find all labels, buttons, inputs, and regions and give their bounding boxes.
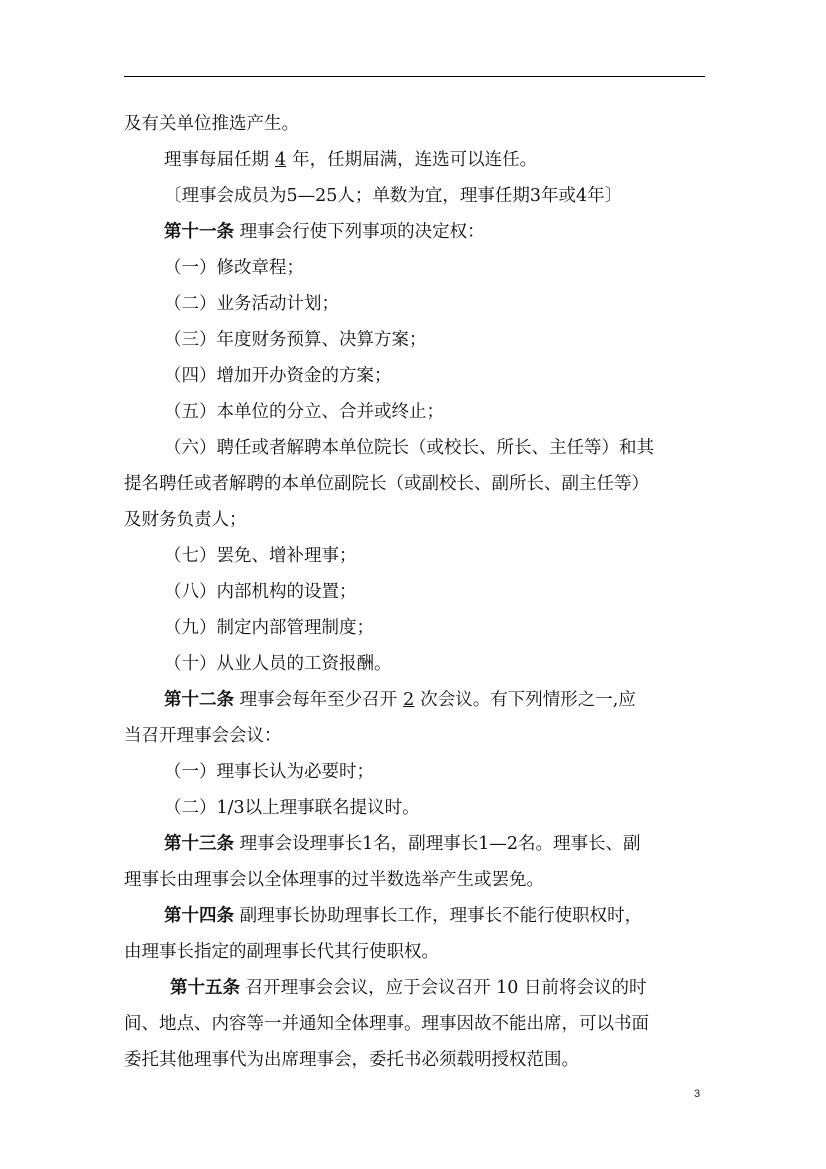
paragraph-continuation: 理事长由理事会以全体理事的过半数选举产生或罢免。 bbox=[124, 870, 544, 890]
article-11-text: 理事会行使下列事项的决定权： bbox=[239, 222, 485, 242]
article-15 bbox=[124, 970, 704, 1006]
list-item: （六）聘任或者解聘本单位院长（或校长、所长、主任等）和其 bbox=[164, 438, 654, 458]
article-14-text: 副理事长协助理事长工作，理事长不能行使职权时， bbox=[239, 906, 643, 926]
list-item-continuation: 提名聘任或者解聘的本单位副院长（或副校长、副所长、副主任等） bbox=[124, 474, 649, 494]
article-14-title: 第十四条 bbox=[164, 906, 234, 926]
list-item: （一）理事长认为必要时； bbox=[164, 762, 374, 782]
article-13 bbox=[124, 826, 704, 862]
term-text-end: 年，任期届满，连选可以连任。 bbox=[292, 150, 538, 170]
header-rule bbox=[124, 76, 705, 77]
term-text: 理事每届任期 bbox=[164, 150, 269, 170]
document-body bbox=[124, 106, 704, 1078]
paragraph-line: 及有关单位推选产生。 bbox=[124, 114, 299, 134]
paragraph-term bbox=[124, 142, 704, 178]
article-12-text-end: 次会议。有下列情形之一,应 bbox=[420, 690, 636, 710]
list-item: （四）增加开办资金的方案； bbox=[164, 366, 392, 386]
list-item-continuation: 及财务负责人； bbox=[124, 510, 247, 530]
page-number: 3 bbox=[694, 1088, 701, 1100]
list-item: （七）罢免、增补理事； bbox=[164, 546, 357, 566]
list-item: （八）内部机构的设置； bbox=[164, 582, 357, 602]
article-12 bbox=[124, 682, 704, 718]
term-years: 4 bbox=[275, 150, 287, 170]
article-12-title: 第十二条 bbox=[164, 690, 234, 710]
list-item: （九）制定内部管理制度； bbox=[164, 618, 374, 638]
article-11 bbox=[124, 214, 704, 250]
list-item: （三）年度财务预算、决算方案； bbox=[164, 330, 427, 350]
list-item: （二）1/3以上理事联名提议时。 bbox=[164, 798, 420, 818]
article-13-text: 理事会设理事长1名，副理事长1—2名。理事长、副 bbox=[239, 834, 641, 854]
article-12-meetings: 2 bbox=[403, 690, 415, 710]
article-15-text: 召开理事会会议，应于会议召开 10 日前将会议的时 bbox=[245, 978, 647, 998]
article-15-title: 第十五条 bbox=[170, 978, 240, 998]
article-14 bbox=[124, 898, 704, 934]
article-12-text: 理事会每年至少召开 bbox=[239, 690, 398, 710]
paragraph-continuation: 当召开理事会会议： bbox=[124, 726, 282, 746]
list-item: （五）本单位的分立、合并或终止； bbox=[164, 402, 444, 422]
list-item: （十）从业人员的工资报酬。 bbox=[164, 654, 392, 674]
article-11-title: 第十一条 bbox=[164, 222, 234, 242]
paragraph-continuation: 委托其他理事代为出席理事会，委托书必须载明授权范围。 bbox=[124, 1050, 579, 1070]
paragraph-continuation: 由理事长指定的副理事长代其行使职权。 bbox=[124, 942, 439, 962]
list-item: （一）修改章程； bbox=[164, 258, 304, 278]
paragraph-note: 〔理事会成员为5—25人；单数为宜，理事任期3年或4年〕 bbox=[164, 186, 623, 206]
paragraph-continuation: 间、地点、内容等一并通知全体理事。理事因故不能出席，可以书面 bbox=[124, 1014, 649, 1034]
article-13-title: 第十三条 bbox=[164, 834, 234, 854]
list-item: （二）业务活动计划； bbox=[164, 294, 339, 314]
